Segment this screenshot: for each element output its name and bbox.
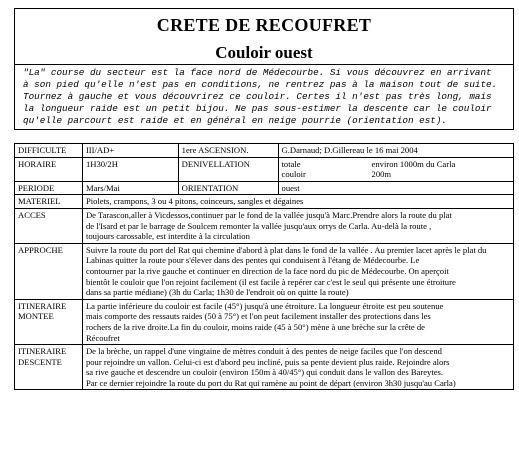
row-materiel	[15, 195, 514, 209]
row-descente	[15, 345, 514, 390]
text-line: toujours carossable, est interdite à la circulation	[85, 231, 250, 242]
row-approche	[15, 243, 514, 299]
text-line: pour rejoindre un vallon. Celui-ci est d'abord peu incliné, puis sa pente devient plus raide. Rejoindre alors	[85, 356, 450, 367]
horaire-label: HORAIRE	[15, 157, 83, 181]
info-table	[14, 143, 514, 390]
row-difficulte	[15, 144, 514, 158]
text-line: Suivre la route du port del Rat qui chemine d'abord à plat dans le fond de la vallée . Au premier lacet après le plat du	[85, 244, 487, 255]
periode-label: PERIODE	[15, 181, 83, 195]
acces-text	[82, 208, 513, 243]
text-line: Par ce dernier rejoindre la route du port du Rat qui ramène au point de départ (environ 3h30 jusqu'au Carla)	[85, 377, 456, 388]
denivellation-totale-label: totale	[281, 158, 301, 169]
text-line: De Tarascon,aller à Vicdessos,continuer par le fond de la vallée jusqu'à Marc.Prendre alors la route du plat	[85, 209, 452, 220]
montee-label	[15, 299, 83, 344]
row-horaire	[15, 157, 514, 181]
difficulte-value: III/AD+	[82, 144, 178, 158]
denivellation-values	[278, 157, 513, 181]
text-line: sa rive gauche et descendre un couloir (environ 150m à 40/45°) qui conduit dans le vallon des Bareytes.	[85, 367, 444, 378]
row-acces	[15, 208, 514, 243]
denivellation-couloir-value: 200m	[371, 169, 392, 180]
descente-label-line: ITINERAIRE	[18, 346, 67, 357]
intro-line: "La" course du secteur est la face nord de Médecourbe. Si vous découvrez en arrivant	[23, 67, 492, 78]
page-title: CRETE DE RECOUFRET	[156, 15, 372, 35]
page-subtitle: Couloir ouest	[215, 43, 313, 62]
montee-text	[82, 299, 513, 344]
ascension-label: 1ere ASCENSION.	[178, 144, 278, 158]
title-box	[14, 8, 514, 65]
row-montee	[15, 299, 514, 344]
text-line: La partie inférieure du couloir est facile (45°) jusqu'à une étroiture. La longueur étroite est peu soutenue	[85, 300, 444, 311]
descente-text	[82, 345, 513, 390]
text-line: contourner par la rive gauche et continuer en direction de la face nord du pic de Médecourbe. On aperçoit	[85, 265, 449, 276]
intro-line: Tournez à gauche et vous découvrirez ce couloir. Certes il n'est pas très long, mais	[23, 91, 492, 102]
periode-value: Mars/Mai	[82, 181, 178, 195]
approche-label: APPROCHE	[15, 243, 83, 299]
orientation-value: ouest	[278, 181, 513, 195]
montee-label-line: ITINERAIRE	[18, 300, 67, 311]
difficulte-label: DIFFICULTE	[15, 144, 83, 158]
materiel-value: Piolets, crampons, 3 ou 4 pitons, coinceurs, sangles et dégaines	[82, 195, 513, 209]
denivellation-couloir-label: couloir	[281, 169, 306, 180]
intro-box	[14, 64, 514, 130]
intro-line: la longueur raide est un petit bijou. Ne pas sous-estimer la descente car le couloir	[23, 103, 492, 114]
row-periode	[15, 181, 514, 195]
ascension-value: G.Darnaud; D.Gillereau le 16 mai 2004	[278, 144, 513, 158]
acces-label: ACCES	[15, 208, 83, 243]
text-line: bientôt le couloir que l'on rejoint facilement (il est facile à repérer car c'est le seul qui présente une étroiture	[85, 276, 456, 287]
horaire-value: 1H30/2H	[82, 157, 178, 181]
denivellation-label: DENIVELLATION	[178, 157, 278, 181]
text-line: Labinas quitter la route pour s'élever dans des pentes qui conduisent à l'étang de Médecourbe. Le	[85, 255, 420, 266]
text-line: rochers de la rive droite.La fin du couloir, moins raide (45 à 50°) mène à une brèche sur la crête de	[85, 321, 426, 332]
text-line: dans sa partie médiane) (3h du Carla; 1h30 de l'endroit où on quitte la route)	[85, 287, 349, 298]
descente-label	[15, 345, 83, 390]
approche-text	[82, 243, 513, 299]
orientation-label: ORIENTATION	[178, 181, 278, 195]
intro-line: à son pied qu'elle n'est pas en conditions, ne rentrez pas à la maison tout de suite.	[23, 79, 498, 90]
montee-label-line: MONTEE	[18, 311, 54, 322]
text-line: De la brèche, un rappel d'une vingtaine de mètres conduit à des pentes de neige faciles que l'on descend	[85, 346, 442, 357]
intro-line: qu'elle parcourt est raide et en général en neige pourrie (orientation est).	[23, 115, 448, 126]
materiel-label: MATERIEL	[15, 195, 83, 209]
denivellation-totale-value: environ 1000m du Carla	[371, 158, 456, 169]
text-line: Récoufret	[85, 332, 120, 343]
text-line: de l'Isard et par le barrage de Soulcem remonter la vallée jusqu'aux orrys de Carla. Au-delà la route ,	[85, 220, 432, 231]
descente-label-line: DESCENTE	[18, 356, 62, 367]
text-line: mais comporte des ressauts raides (50 à 75°) et l'on peut facilement installer des protections dans les	[85, 311, 431, 322]
